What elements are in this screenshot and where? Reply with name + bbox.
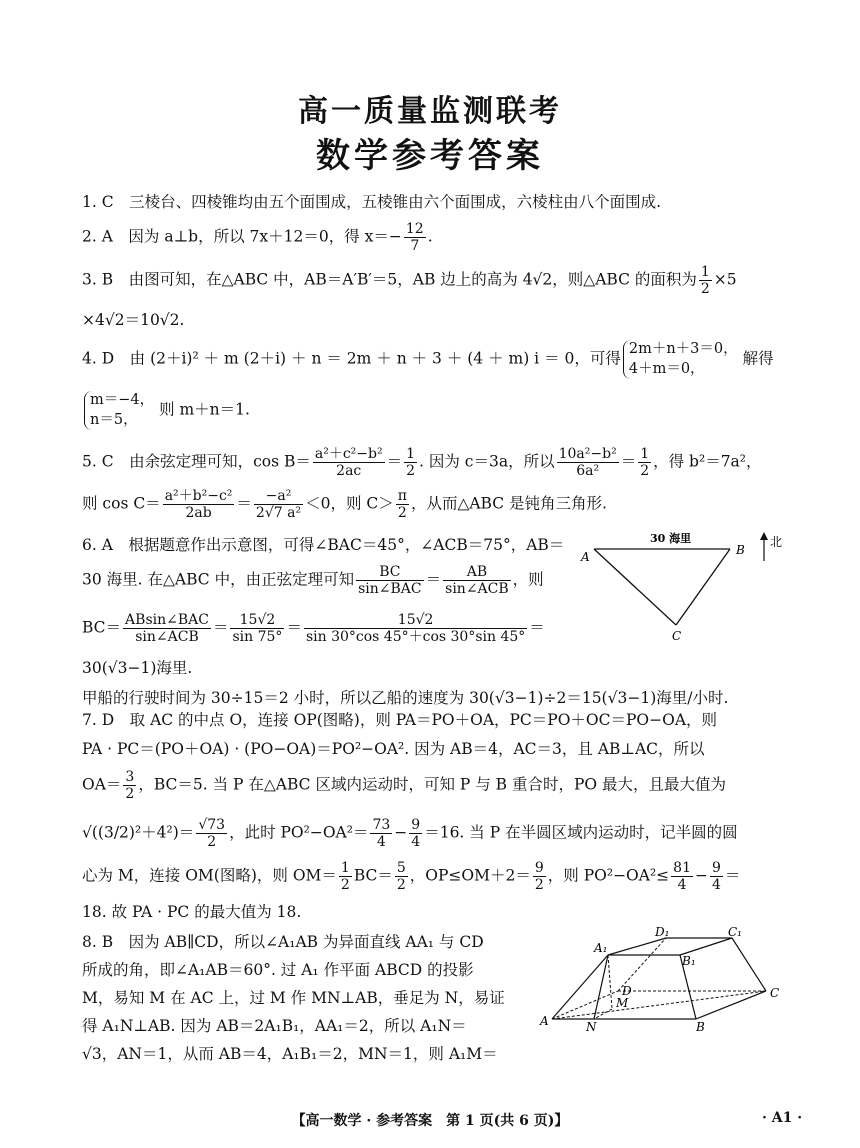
figure-8-frustum	[538, 925, 788, 1037]
label-north: 北	[770, 535, 783, 549]
segment-m-n	[594, 1009, 612, 1019]
side-bc	[676, 549, 730, 625]
label-A: A	[540, 1014, 549, 1028]
label-D1: D₁	[655, 925, 670, 939]
edge-b1-c1	[680, 938, 732, 955]
answer-5: 5. C 由余弦定理可知，cos B＝ $\frac{\text{a²＋c²−b²}}{2ac}$ ＝ $\frac{1}{2}$ . 因为 c＝3a，所以 $\frac{\text{10a²−b²}}{\text{6a²}}$ ＝ $\frac{1}{2}$ ，得 b²＝7a²，	[82, 446, 762, 480]
answer-6-line4: 30(√3−1)海里.	[82, 659, 193, 677]
answer-3-cont: ×4√2＝10√2.	[82, 311, 185, 329]
label-N: N	[586, 1020, 597, 1034]
label-C: C	[672, 629, 682, 643]
page-footer: 【高一数学 · 参考答案 第 1 页(共 6 页)】	[291, 1113, 569, 1129]
answer-7: 7. D 取 AC 的中点 O，连接 OP(图略)，则 PA＝PO＋OA，PC＝PO＋OC＝PO−OA，则	[82, 711, 718, 729]
answer-6-line5: 甲船的行驶时间为 30÷15＝2 小时，所以乙船的速度为 30(√3−1)÷2＝15(√3−1)海里/小时.	[82, 689, 729, 707]
label-M: M	[616, 996, 629, 1010]
segment-a1-m	[608, 955, 612, 1009]
label-D: D	[622, 984, 632, 998]
answer-8-line2: 所成的角，即∠A₁AB＝60°. 过 A₁ 作平面 ABCD 的投影	[82, 961, 474, 979]
answer-8: 8. B 因为 AB∥CD，所以∠A₁AB 为异面直线 AA₁ 与 CD	[82, 933, 484, 951]
answer-2: 2. A 因为 a⊥b，所以 7x＋12＝0，得 x＝− $\frac{12}{7}$ .	[82, 221, 433, 255]
answer-5-cont: 则 cos C＝ $\frac{\text{a²＋b²−c²}}{2ab}$ ＝ $\frac{\text{−a²}}{\text{2√7 a²}}$ ＜0，则 C＞ $\frac{\pi}{2}$ ，从而△ABC 是钝角三角形.	[82, 488, 607, 522]
answer-7-line3: OA＝ $\frac{3}{2}$ ，BC＝5. 当 P 在△ABC 区域内运动时，可知 P 与 B 重合时，PO 最大，且最大值为	[82, 769, 727, 803]
edge-a1-d1	[608, 938, 666, 955]
answer-7-line4: √((3/2)²＋4²)＝ $\frac{√73}{2}$ ，此时 PO²−OA²＝ $\frac{73}{4}$ − $\frac{9}{4}$ ＝16. 当 P 在半圆区域内运动时，记半圆的圆	[82, 817, 738, 851]
label-C: C	[770, 986, 780, 1000]
figure-6-triangle	[576, 528, 796, 648]
label-B1: B₁	[682, 954, 696, 968]
side-ac	[594, 549, 676, 625]
answer-6: 6. A 根据题意作出示意图，可得∠BAC＝45°，∠ACB＝75°，AB＝	[82, 536, 565, 554]
answer-8-line4: 得 A₁N⊥AB. 因为 AB＝2A₁B₁，AA₁＝2，所以 A₁N＝	[82, 1017, 467, 1035]
answer-7-line2: PA · PC＝(PO＋OA) · (PO−OA)＝PO²−OA². 因为 AB＝4，AC＝3，且 AB⊥AC，所以	[82, 740, 705, 758]
segment-a1-n	[594, 955, 608, 1019]
label-C1: C₁	[728, 925, 742, 939]
north-arrow-head	[760, 532, 768, 540]
label-A: A	[581, 550, 590, 564]
answer-7-line5: 心为 M，连接 OM(图略)，则 OM＝ $\frac{1}{2}$ BC＝ $\frac{5}{2}$ ，OP≤OM＋2＝ $\frac{9}{2}$ ，则 PO²−OA²≤ $\frac{81}{4}$ − $\frac{9}{4}$ ＝	[82, 860, 741, 894]
answer-8-line3: M，易知 M 在 AC 上，过 M 作 MN⊥AB，垂足为 N，易证	[82, 989, 505, 1007]
edge-c-c1	[732, 938, 766, 991]
answer-3: 3. B 由图可知，在△ABC 中，AB＝A′B′＝5，AB 边上的高为 4√2，则△ABC 的面积为 $\frac{1}{2}$ ×5	[82, 264, 737, 298]
edge-a-a1	[552, 955, 608, 1019]
answer-6-line2: 30 海里. 在△ABC 中，由正弦定理可知 $\frac{BC}{\text{sin∠BAC}}$ ＝ $\frac{AB}{\text{sin∠ACB}}$ ，则	[82, 564, 544, 598]
answer-4-cont: m＝−4， n＝5， 则 m＋n＝1.	[82, 391, 250, 430]
answer-title: 数学参考答案	[316, 136, 544, 176]
label-30-nautical-miles: 30 海里	[650, 532, 692, 545]
answer-8-line5: √3，AN＝1，从而 AB＝4，A₁B₁＝2，MN＝1，则 A₁M＝	[82, 1045, 498, 1063]
edge-a-d	[552, 991, 618, 1019]
answer-4: 4. D 由 (2＋i)² ＋ m (2＋i) ＋ n ＝ 2m ＋ n ＋ 3 ＋ (4 ＋ m) i ＝ 0，可得2m＋n＋3＝0， 4＋m＝0， 解得	[82, 340, 774, 379]
label-A1: A₁	[594, 941, 608, 955]
answer-1: 1. C 三棱台、四棱锥均由五个面围成，五棱锥由六个面围成，六棱柱由八个面围成.	[82, 193, 662, 211]
label-B: B	[736, 543, 745, 557]
page-code: · A1 ·	[762, 1110, 803, 1126]
answer-7-line6: 18. 故 PA · PC 的最大值为 18.	[82, 903, 302, 921]
label-B: B	[696, 1020, 705, 1034]
answer-6-line3: BC＝ $\frac{\text{ABsin∠BAC}}{\text{sin∠ACB}}$ ＝ $\frac{15√2}{\sin 75^\circ}$ ＝ $\frac{15√2}{\sin 30^\circ\cos 45^\circ+\cos 30^\circ\sin 45^\circ}$ ＝	[82, 612, 545, 646]
exam-title: 高一质量监测联考	[298, 94, 562, 129]
